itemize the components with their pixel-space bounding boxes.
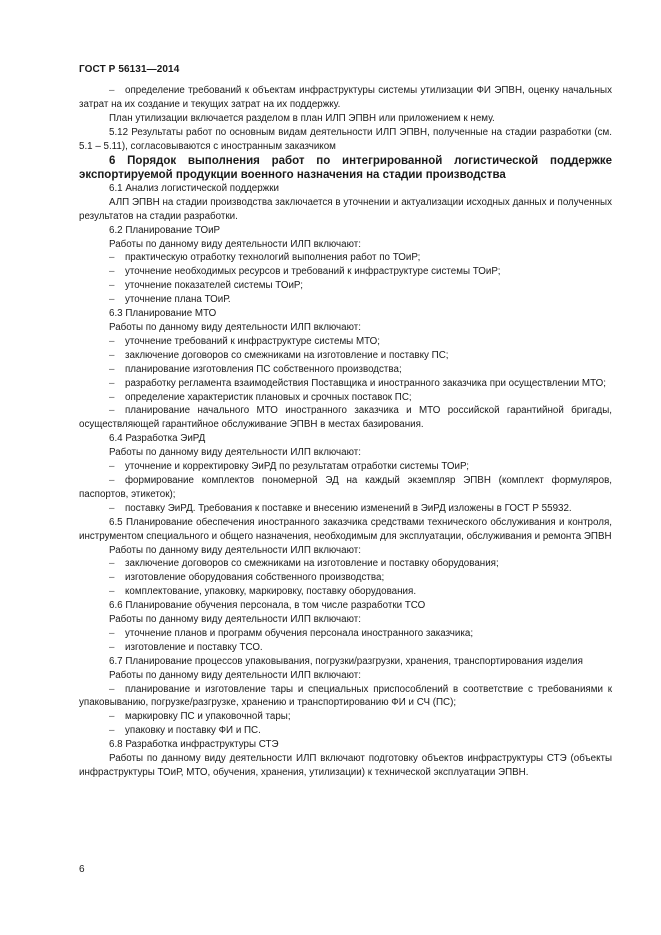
list-item — [79, 84, 612, 112]
list-item — [79, 251, 612, 265]
document-header: ГОСТ Р 56131—2014 — [79, 64, 180, 75]
list-item-text: определение требований к объектам инфраструктуры системы утилизации ФИ ЭПВН, оценку начальных затрат на их создание и текущих затрат на их поддержку. — [79, 85, 612, 110]
paragraph: Работы по данному виду деятельности ИЛП включают: — [109, 322, 361, 333]
list-item — [79, 293, 612, 307]
list-dash: – — [109, 266, 115, 278]
list-item-text: уточнение требований к инфраструктуре системы МТО; — [125, 335, 380, 347]
paragraph: Работы по данному виду деятельности ИЛП включают: — [109, 614, 361, 626]
paragraph: Работы по данному виду деятельности ИЛП включают: — [109, 669, 361, 681]
list-item — [79, 710, 612, 724]
list-item — [79, 502, 612, 516]
paragraph: АЛП ЭПВН на стадии производства заключается в уточнении и актуализации исходных данных и полученных результатов на стадии разработки. — [79, 196, 612, 222]
list-item — [79, 627, 612, 641]
list-dash: – — [109, 349, 115, 361]
list-item-text: комплектование, упаковку, маркировку, поставку оборудования. — [125, 586, 417, 598]
list-item-text: изготовление и поставку ТСО. — [125, 641, 263, 653]
list-dash: – — [109, 627, 115, 639]
list-item-text: упаковку и поставку ФИ и ПС. — [125, 725, 261, 737]
list-dash: – — [109, 683, 115, 695]
list-item — [79, 377, 612, 391]
paragraph: 6.2 Планирование ТОиР — [109, 224, 221, 236]
list-dash: – — [109, 252, 115, 264]
list-item-text: разработку регламента взаимодействия Поставщика и иностранного заказчика при осуществлении МТО; — [125, 377, 606, 389]
paragraph: Работы по данному виду деятельности ИЛП включают: — [109, 238, 361, 250]
list-dash: – — [109, 280, 115, 292]
list-item-text: уточнение показателей системы ТОиР; — [125, 280, 303, 292]
paragraph: 6.6 Планирование обучения персонала, в том числе разработки ТСО — [109, 600, 426, 612]
list-dash: – — [109, 377, 115, 389]
paragraph: Работы по данному виду деятельности ИЛП включают подготовку объектов инфраструктуры СТЭ (объекты инфраструктуры ТОиР, МТО, обучения, хранения, утилизации) к технической эксплуатации ЭПВН. — [79, 753, 612, 778]
list-item — [79, 363, 612, 377]
list-item — [79, 335, 612, 349]
list-item — [79, 391, 612, 405]
list-dash: – — [109, 391, 115, 403]
list-item — [79, 585, 612, 599]
list-item — [79, 683, 612, 711]
list-item-text: планирование изготовления ПС собственного производства; — [125, 363, 402, 375]
list-item-text: планирование начального МТО иностранного заказчика и МТО российской гарантийной бригады, осуществляющей гарантийное обслуживание ЭПВН в местах базирования. — [79, 405, 612, 431]
list-item-text: уточнение планов и программ обучения персонала иностранного заказчика; — [125, 627, 474, 639]
list-dash: – — [109, 641, 115, 653]
list-dash: – — [109, 85, 115, 96]
list-item-text: планирование и изготовление тары и специальных приспособлений в соответствие с требованиями к упаковыванию, погрузке/разгрузке, хранению и транспортированию ФИ и СЧ (ПС); — [79, 683, 612, 709]
list-dash: – — [109, 502, 115, 514]
list-dash: – — [109, 586, 115, 598]
list-item — [79, 265, 612, 279]
list-item-text: формирование комплектов пономерной ЭД на каждый экземпляр ЭПВН (комплект формуляров, паспортов, этикеток); — [79, 474, 612, 500]
list-item-text: определение характеристик плановых и срочных поставок ПС; — [125, 391, 412, 403]
document-body — [79, 84, 612, 780]
list-item-text: уточнение необходимых ресурсов и требований к инфраструктуре системы ТОиР; — [125, 266, 501, 278]
list-item — [79, 349, 612, 363]
list-item-text: маркировку ПС и упаковочной тары; — [125, 711, 291, 723]
paragraph: Работы по данному виду деятельности ИЛП включают: — [109, 544, 361, 556]
paragraph: План утилизации включается разделом в план ИЛП ЭПВН или приложением к нему. — [109, 112, 495, 124]
list-item-text: заключение договоров со смежниками на изготовление и поставку оборудования; — [125, 558, 499, 570]
list-item-text: заключение договоров со смежниками на изготовление и поставку ПС; — [125, 349, 449, 361]
paragraph: 6.3 Планирование МТО — [109, 308, 217, 320]
list-dash: – — [109, 572, 115, 584]
list-item-text: поставку ЭиРД. Требования к поставке и внесению изменений в ЭиРД изложены в ГОСТ Р 55932. — [125, 502, 572, 514]
list-item — [79, 279, 612, 293]
paragraph: Работы по данному виду деятельности ИЛП включают: — [109, 447, 361, 459]
list-dash: – — [109, 558, 115, 570]
list-item — [79, 474, 612, 502]
list-item-text: уточнение и корректировку ЭиРД по результатам отработки системы ТОиР; — [125, 461, 470, 473]
section-heading: 6 Порядок выполнения работ по интегрированной логистической поддержке экспортируемой продукции военного назначения на стадии производства — [79, 154, 612, 181]
list-item — [79, 641, 612, 655]
list-dash: – — [109, 405, 115, 417]
paragraph: 6.5 Планирование обеспечения иностранного заказчика средствами технического обслуживания и контроля, инструментом специального и общего назначения, необходимым для эксплуатации, обслуживания и ремонта ЭПВН — [79, 516, 612, 542]
list-dash: – — [109, 725, 115, 737]
paragraph: 6.7 Планирование процессов упаковывания, погрузки/разгрузки, хранения, транспортирования изделия — [109, 655, 583, 667]
paragraph: 6.1 Анализ логистической поддержки — [109, 182, 279, 194]
list-dash: – — [109, 474, 115, 486]
list-item — [79, 404, 612, 432]
list-item-text: практическую отработку технологий выполнения работ по ТОиР; — [125, 252, 421, 264]
list-dash: – — [109, 461, 115, 473]
list-dash: – — [109, 335, 115, 347]
list-item-text: уточнение плана ТОиР. — [125, 294, 231, 306]
list-item-text: изготовление оборудования собственного производства; — [125, 572, 385, 584]
list-item — [79, 571, 612, 585]
list-item — [79, 460, 612, 474]
list-dash: – — [109, 711, 115, 723]
paragraph: 6.4 Разработка ЭиРД — [109, 433, 206, 445]
paragraph: 6.8 Разработка инфраструктуры СТЭ — [109, 739, 279, 751]
list-item — [79, 557, 612, 571]
page-number: 6 — [79, 864, 85, 875]
paragraph: 5.12 Результаты работ по основным видам деятельности ИЛП ЭПВН, полученные на стадии разработки (см. 5.1 – 5.11), согласовываются с иностранным заказчиком — [79, 126, 612, 152]
list-dash: – — [109, 294, 115, 306]
list-item — [79, 724, 612, 738]
list-dash: – — [109, 363, 115, 375]
